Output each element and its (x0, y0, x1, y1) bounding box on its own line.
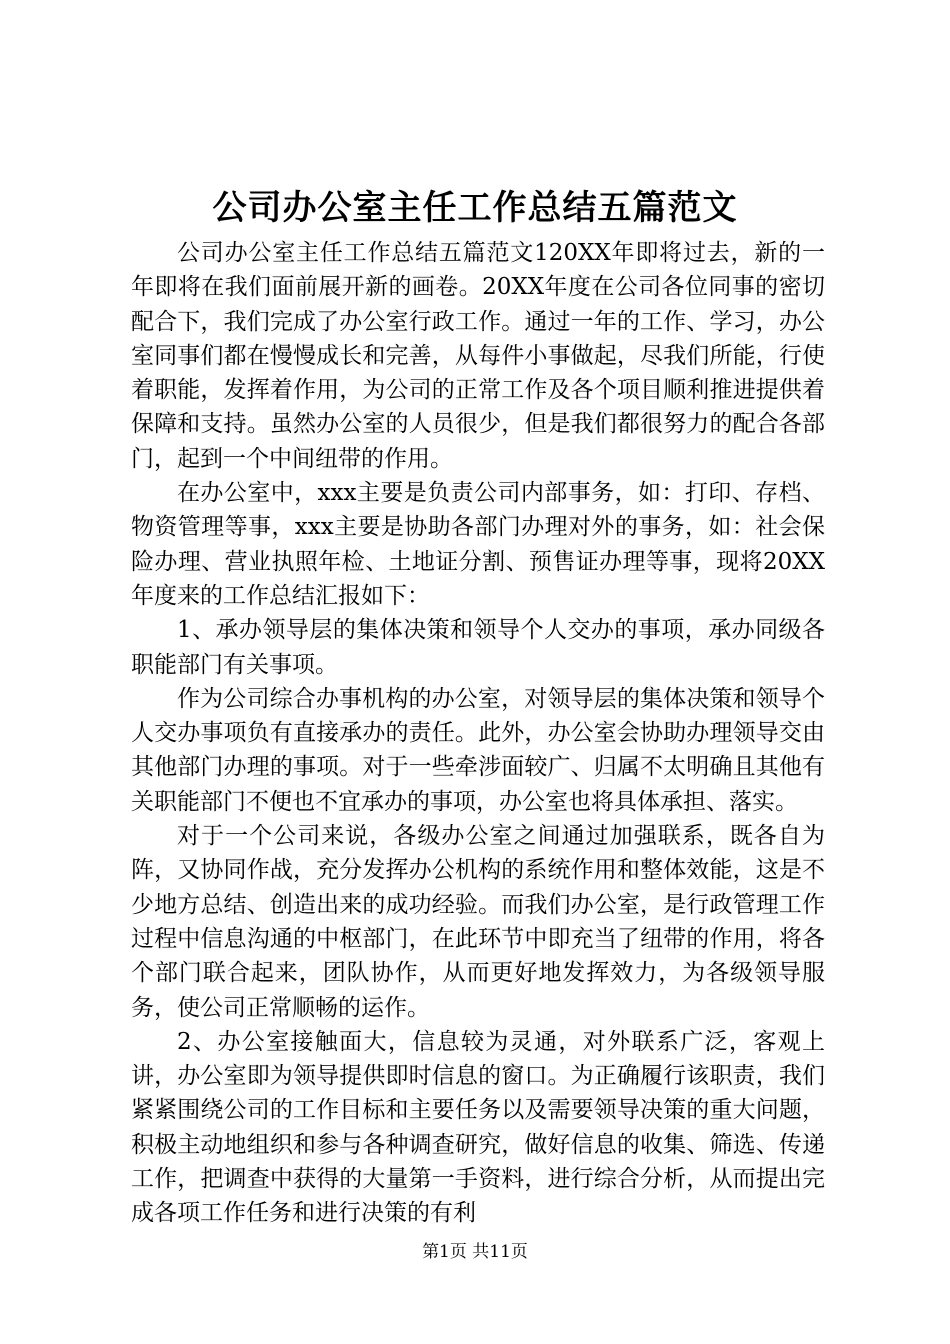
document-title: 公司办公室主任工作总结五篇范文 (212, 188, 738, 228)
document-body (131, 236, 825, 1231)
paragraph-item-1-detail: 作为公司综合办事机构的办公室，对领导层的集体决策和领导个人交办事项负有直接承办的责任。此外，办公室会协助办理领导交由其他部门办理的事项。对于一些牵涉面较广、归属不太明确且其他有关职能部门不便也不宜承办的事项，办公室也将具体承担、落实。 (131, 685, 825, 815)
paragraph-item-1-heading: 1、承办领导层的集体决策和领导个人交办的事项，承办同级各职能部门有关事项。 (131, 617, 825, 678)
paragraph-coordination: 对于一个公司来说，各级办公室之间通过加强联系，既各自为阵，又协同作战，充分发挥办公机构的系统作用和整体效能，这是不少地方总结、创造出来的成功经验。而我们办公室，是行政管理工作过程中信息沟通的中枢部门，在此环节中即充当了纽带的作用，将各个部门联合起来，团队协作，从而更好地发挥效力，为各级领导服务，使公司正常顺畅的运作。 (131, 823, 825, 1021)
paragraph-item-2: 2、办公室接触面大，信息较为灵通，对外联系广泛，客观上讲，办公室即为领导提供即时信息的窗口。为正确履行该职责，我们紧紧围绕公司的工作目标和主要任务以及需要领导决策的重大问题，积极主动地组织和参与各种调查研究，做好信息的收集、筛选、传递工作，把调查中获得的大量第一手资料，进行综合分析，从而提出完成各项工作任务和进行决策的有利 (131, 1028, 825, 1227)
paragraph-staff-duties: 在办公室中，xxx主要是负责公司内部事务，如：打印、存档、物资管理等事，xxx主要是协助各部门办理对外的事务，如：社会保险办理、营业执照年检、土地证分割、预售证办理等事，现将20XX年度来的工作总结汇报如下： (131, 480, 825, 609)
page-number-footer: 第1页 共11页 (422, 1242, 528, 1262)
paragraph-intro: 公司办公室主任工作总结五篇范文120XX年即将过去，新的一年即将在我们面前展开新的画卷。20XX年度在公司各位同事的密切配合下，我们完成了办公室行政工作。通过一年的工作、学习，办公室同事们都在慢慢成长和完善，从每件小事做起，尽我们所能，行使着职能，发挥着作用，为公司的正常工作及各个项目顺利推进提供着保障和支持。虽然办公室的人员很少，但是我们都很努力的配合各部门，起到一个中间纽带的作用。 (131, 240, 825, 472)
